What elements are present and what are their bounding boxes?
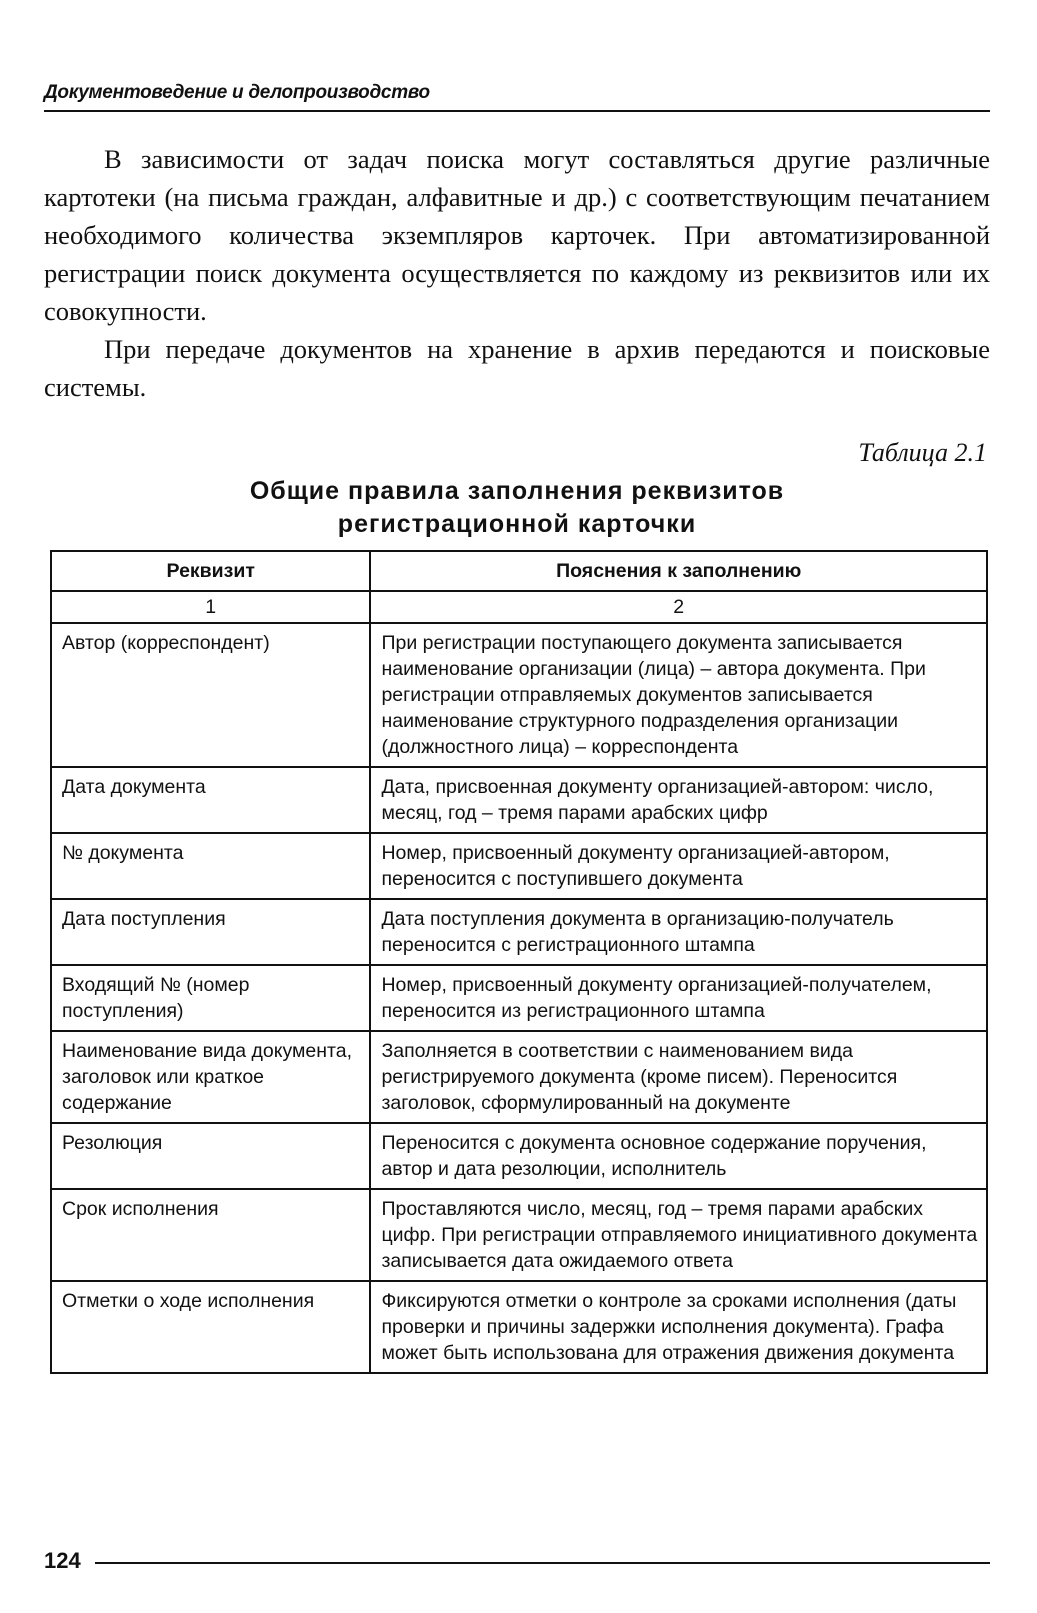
note-cell: Проставляются число, месяц, год – тремя парами арабских цифр. При регистрации отправляемого инициативного документа записывается дата ожидаемого ответа [370,1189,987,1281]
table-row [51,965,987,1031]
note-cell: Номер, присвоенный документу организацией-получателем, переносится из регистрационного штампа [370,965,987,1031]
table-row [51,623,987,767]
requisite-cell: Срок исполнения [51,1189,370,1281]
requisite-cell: Входящий № (номер поступления) [51,965,370,1031]
requisite-cell: Автор (корреспондент) [51,623,370,767]
table-row [51,899,987,965]
body-text [44,140,990,406]
requisite-cell: Отметки о ходе исполнения [51,1281,370,1373]
note-cell: Дата, присвоенная документу организацией-автором: число, месяц, год – тремя парами арабских цифр [370,767,987,833]
paragraph: В зависимости от задач поиска могут составляться другие различные картотеки (на письма граждан, алфавитные и др.) с соответствующим печатанием необходимого количества экземпляров карточек. При автоматизированной регистрации поиск документа осуществляется по каждому из реквизитов или их совокупности. [44,144,990,326]
page-number: 124 [44,1548,81,1573]
requisite-cell: Наименование вида документа, заголовок или краткое содержание [51,1031,370,1123]
table-row [51,1123,987,1189]
table-title-line: Общие правила заполнения реквизитов [249,477,785,505]
note-cell: Фиксируются отметки о контроле за сроками исполнения (даты проверки и причины задержки исполнения документа). Графа может быть использована для отражения движения документа [370,1281,987,1373]
table-title-line: регистрационной карточки [337,510,697,538]
column-number: 1 [51,591,370,623]
column-number: 2 [370,591,987,623]
table-row [51,833,987,899]
table-label: Таблица 2.1 [858,438,987,467]
table-row [51,767,987,833]
requisite-cell: Резолюция [51,1123,370,1189]
table-header-row [51,551,987,591]
requisite-cell: Дата поступления [51,899,370,965]
note-cell: Заполняется в соответствии с наименованием вида регистрируемого документа (кроме писем). Переносится заголовок, сформулированный на документе [370,1031,987,1123]
page-footer [44,1548,990,1574]
table-title [44,475,990,541]
paragraph: При передаче документов на хранение в архив передаются и поисковые системы. [44,334,990,402]
column-header-notes: Пояснения к заполнению [370,551,987,591]
note-cell: Переносится с документа основное содержание поручения, автор и дата резолюции, исполнитель [370,1123,987,1189]
column-header-requisite: Реквизит [51,551,370,591]
running-title: Документоведение и делопроизводство [44,82,430,103]
running-header [44,82,990,112]
footer-rule [95,1562,990,1564]
column-number-row [51,591,987,623]
requisites-table [50,550,988,1374]
table-row [51,1031,987,1123]
note-cell: Номер, присвоенный документу организацией-автором, переносится с поступившего документа [370,833,987,899]
requisite-cell: № документа [51,833,370,899]
note-cell: При регистрации поступающего документа записывается наименование организации (лица) – автора документа. При регистрации отправляемых документов записывается наименование структурного подразделения организации (должностного лица) – корреспондента [370,623,987,767]
note-cell: Дата поступления документа в организацию-получатель переносится с регистрационного штампа [370,899,987,965]
table-row [51,1281,987,1373]
table-row [51,1189,987,1281]
requisite-cell: Дата документа [51,767,370,833]
